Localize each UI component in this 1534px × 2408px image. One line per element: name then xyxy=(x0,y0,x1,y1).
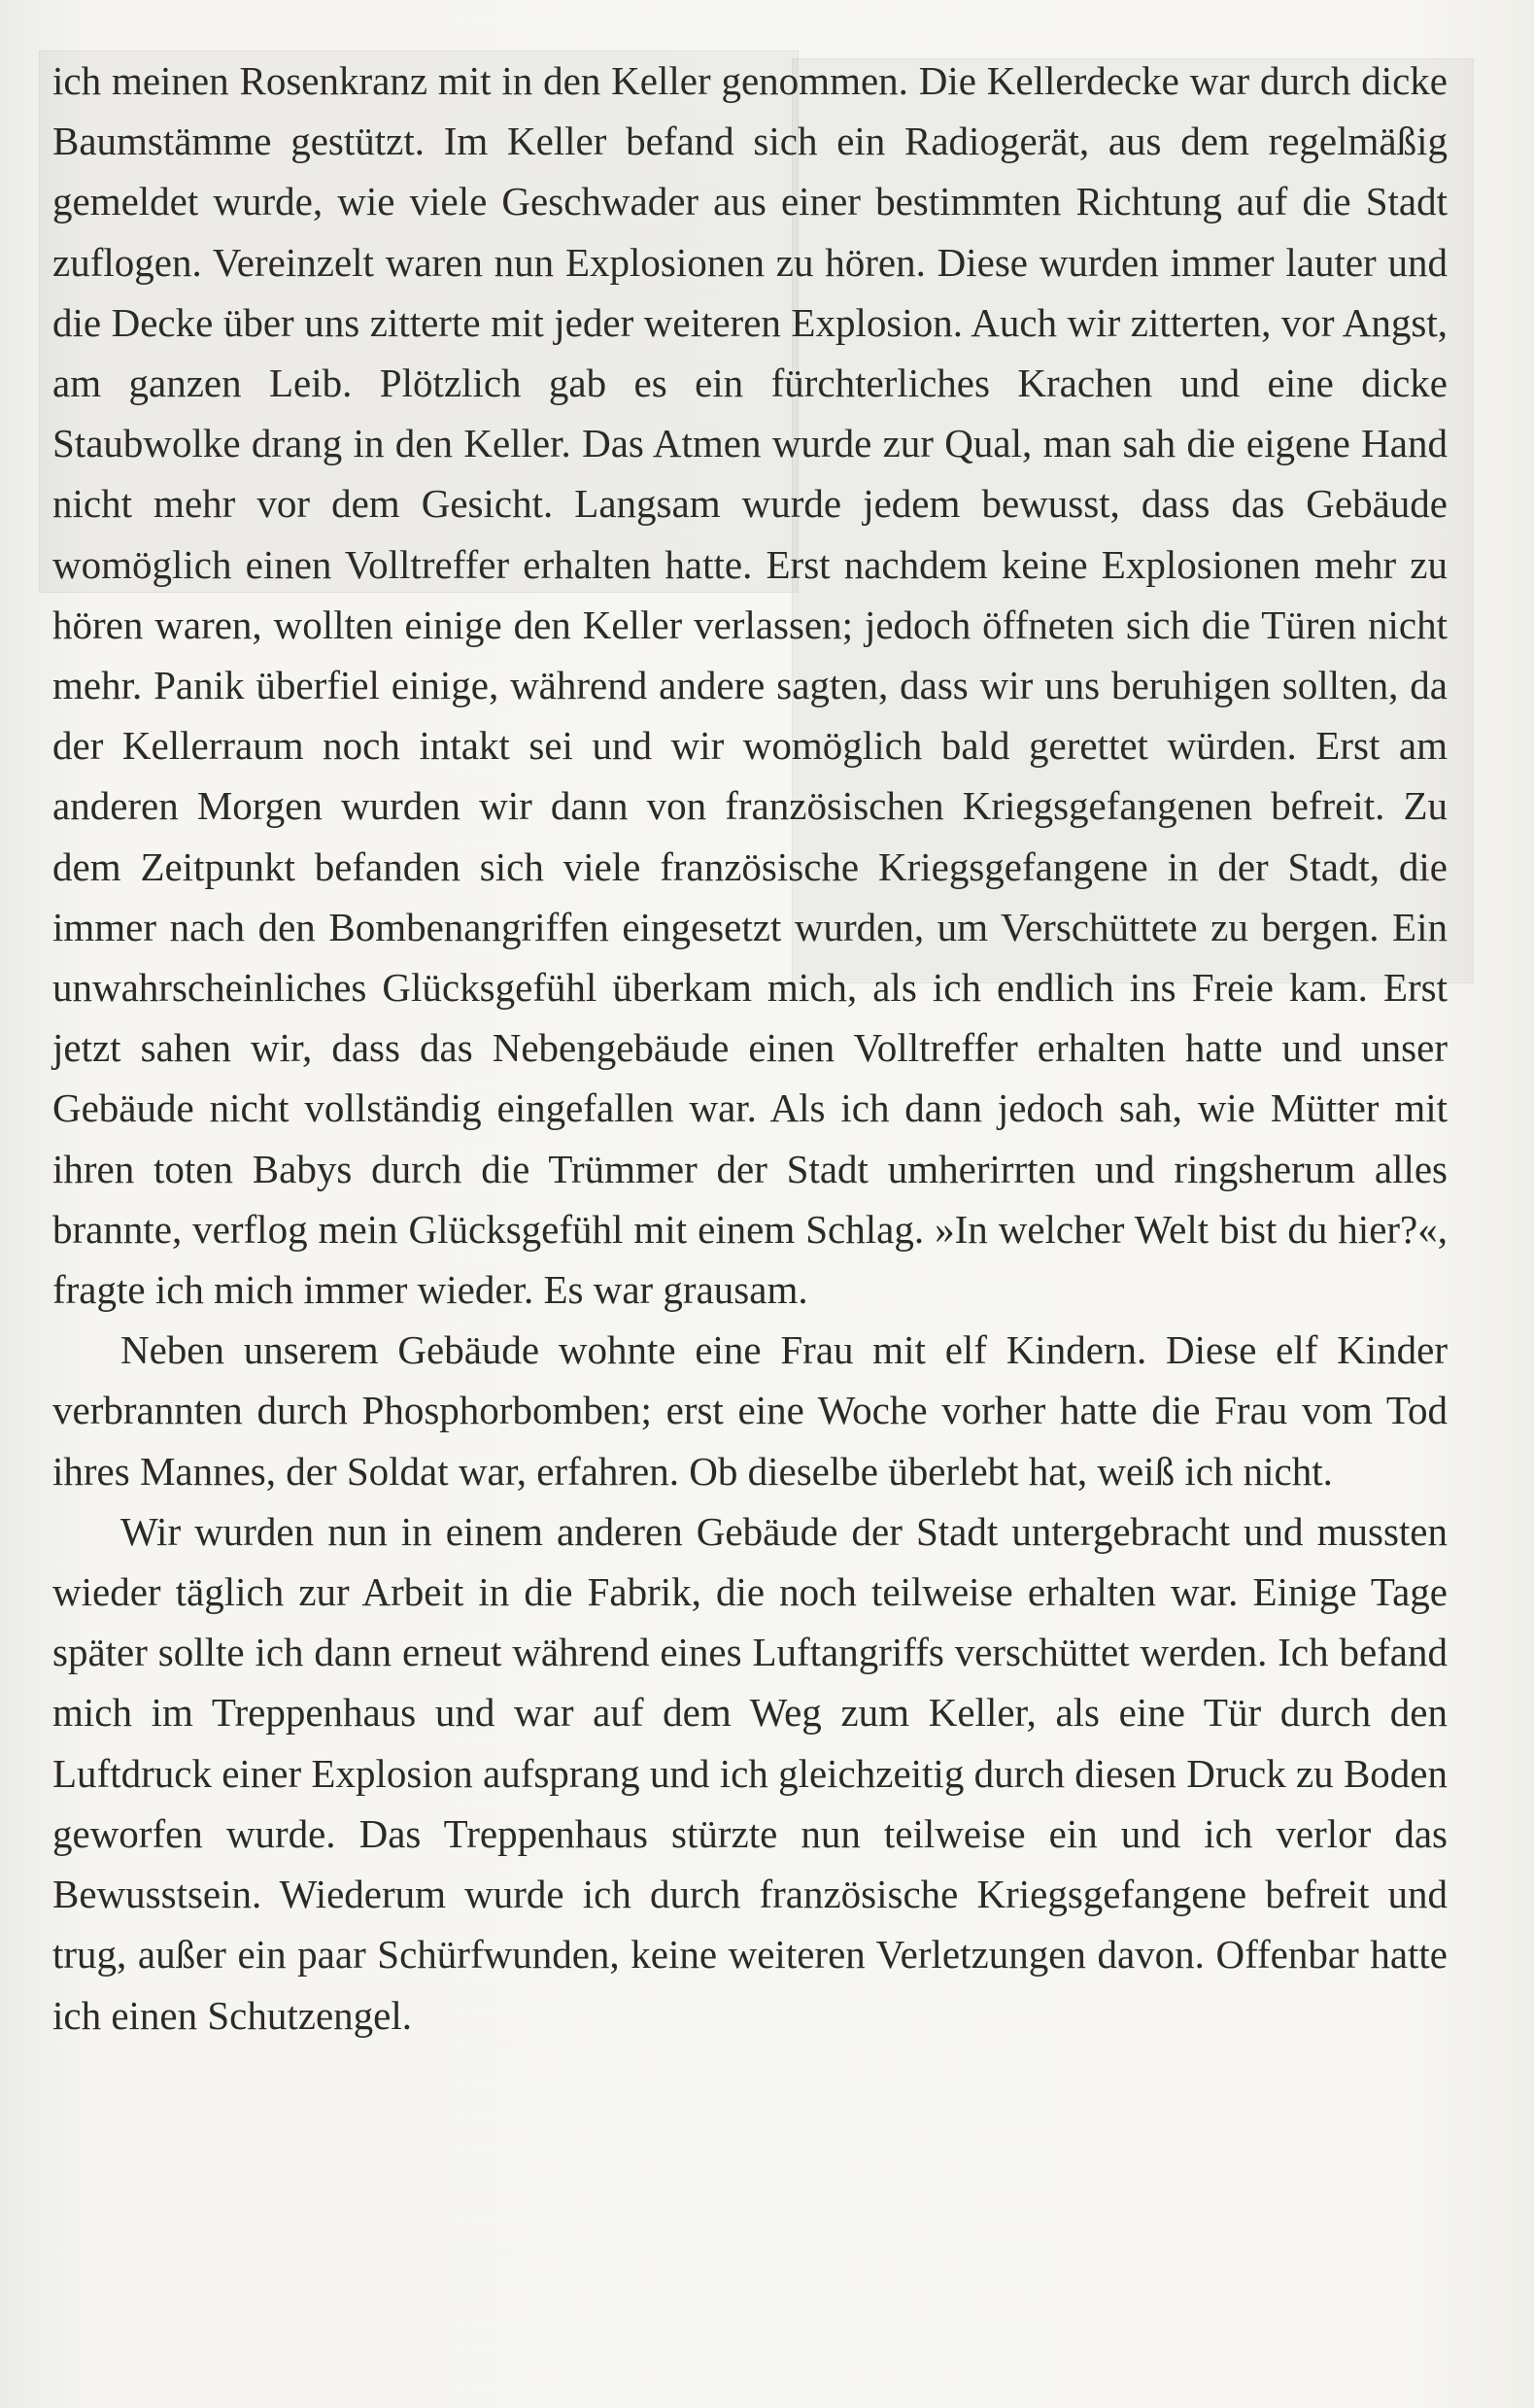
paragraph: Wir wurden nun in einem anderen Gebäude der Stadt untergebracht und mussten wieder täglich zur Arbeit in die Fabrik, die noch teilweise erhalten war. Einige Tage später sollte ich dann erneut während eines Luftangriffs verschüttet werden. Ich befand mich im Treppenhaus und war auf dem Weg zum Keller, als eine Tür durch den Luftdruck einer Explosion aufsprang und ich gleichzeitig durch diesen Druck zu Boden geworfen wurde. Das Treppenhaus stürzte nun teilweise ein und ich verlor das Bewusstsein. Wiederum wurde ich durch französische Kriegsgefangene befreit und trug, außer ein paar Schürfwunden, keine weiteren Verletzungen davon. Offenbar hatte ich einen Schutzengel. xyxy=(52,1508,1448,2038)
paragraph: ich meinen Rosenkranz mit in den Keller genommen. Die Kellerdecke war durch dicke Baumstämme gestützt. Im Keller befand sich ein Radiogerät, aus dem regelmäßig gemeldet wurde, wie viele Geschwader aus einer bestimmten Richtung auf die Stadt zuflogen. Vereinzelt waren nun Explosionen zu hören. Diese wurden immer lauter und die Decke über uns zitterte mit jeder weiteren Explosion. Auch wir zitterten, vor Angst, am ganzen Leib. Plötzlich gab es ein fürchterliches Krachen und eine dicke Staubwolke drang in den Keller. Das Atmen wurde zur Qual, man sah die eigene Hand nicht mehr vor dem Gesicht. Langsam wurde jedem bewusst, dass das Gebäude womöglich einen Volltreffer erhalten hatte. Erst nachdem keine Explosionen mehr zu hören waren, wollten einige den Keller verlassen; jedoch öffneten sich die Türen nicht mehr. Panik überfiel einige, während andere sagten, dass wir uns beruhigen sollten, da der Kellerraum noch intakt sei und wir womöglich bald gerettet würden. Erst am anderen Morgen wurden wir dann von französischen Kriegsgefangenen befreit. Zu dem Zeitpunkt befanden sich viele französische Kriegsgefangene in der Stadt, die immer nach den Bombenangriffen eingesetzt wurden, um Verschüttete zu bergen. Ein unwahrscheinliches Glücksgefühl überkam mich, als ich endlich ins Freie kam. Erst jetzt sahen wir, dass das Nebengebäude einen Volltreffer erhalten hatte und unser Gebäude nicht vollständig eingefallen war. Als ich dann jedoch sah, wie Mütter mit ihren toten Babys durch die Trümmer der Stadt umherirrten und ringsherum alles brannte, verflog mein Glücksgefühl mit einem Schlag. »In welcher Welt bist du hier?«, fragte ich mich immer wieder. Es war grausam. xyxy=(52,58,1448,1313)
body-text xyxy=(52,51,1448,2046)
paragraph: Neben unserem Gebäude wohnte eine Frau mit elf Kindern. Diese elf Kinder verbrannten durch Phosphorbomben; erst eine Woche vorher hatte die Frau vom Tod ihres Mannes, der Soldat war, erfahren. Ob dieselbe überlebt hat, weiß ich nicht. xyxy=(52,1327,1448,1494)
